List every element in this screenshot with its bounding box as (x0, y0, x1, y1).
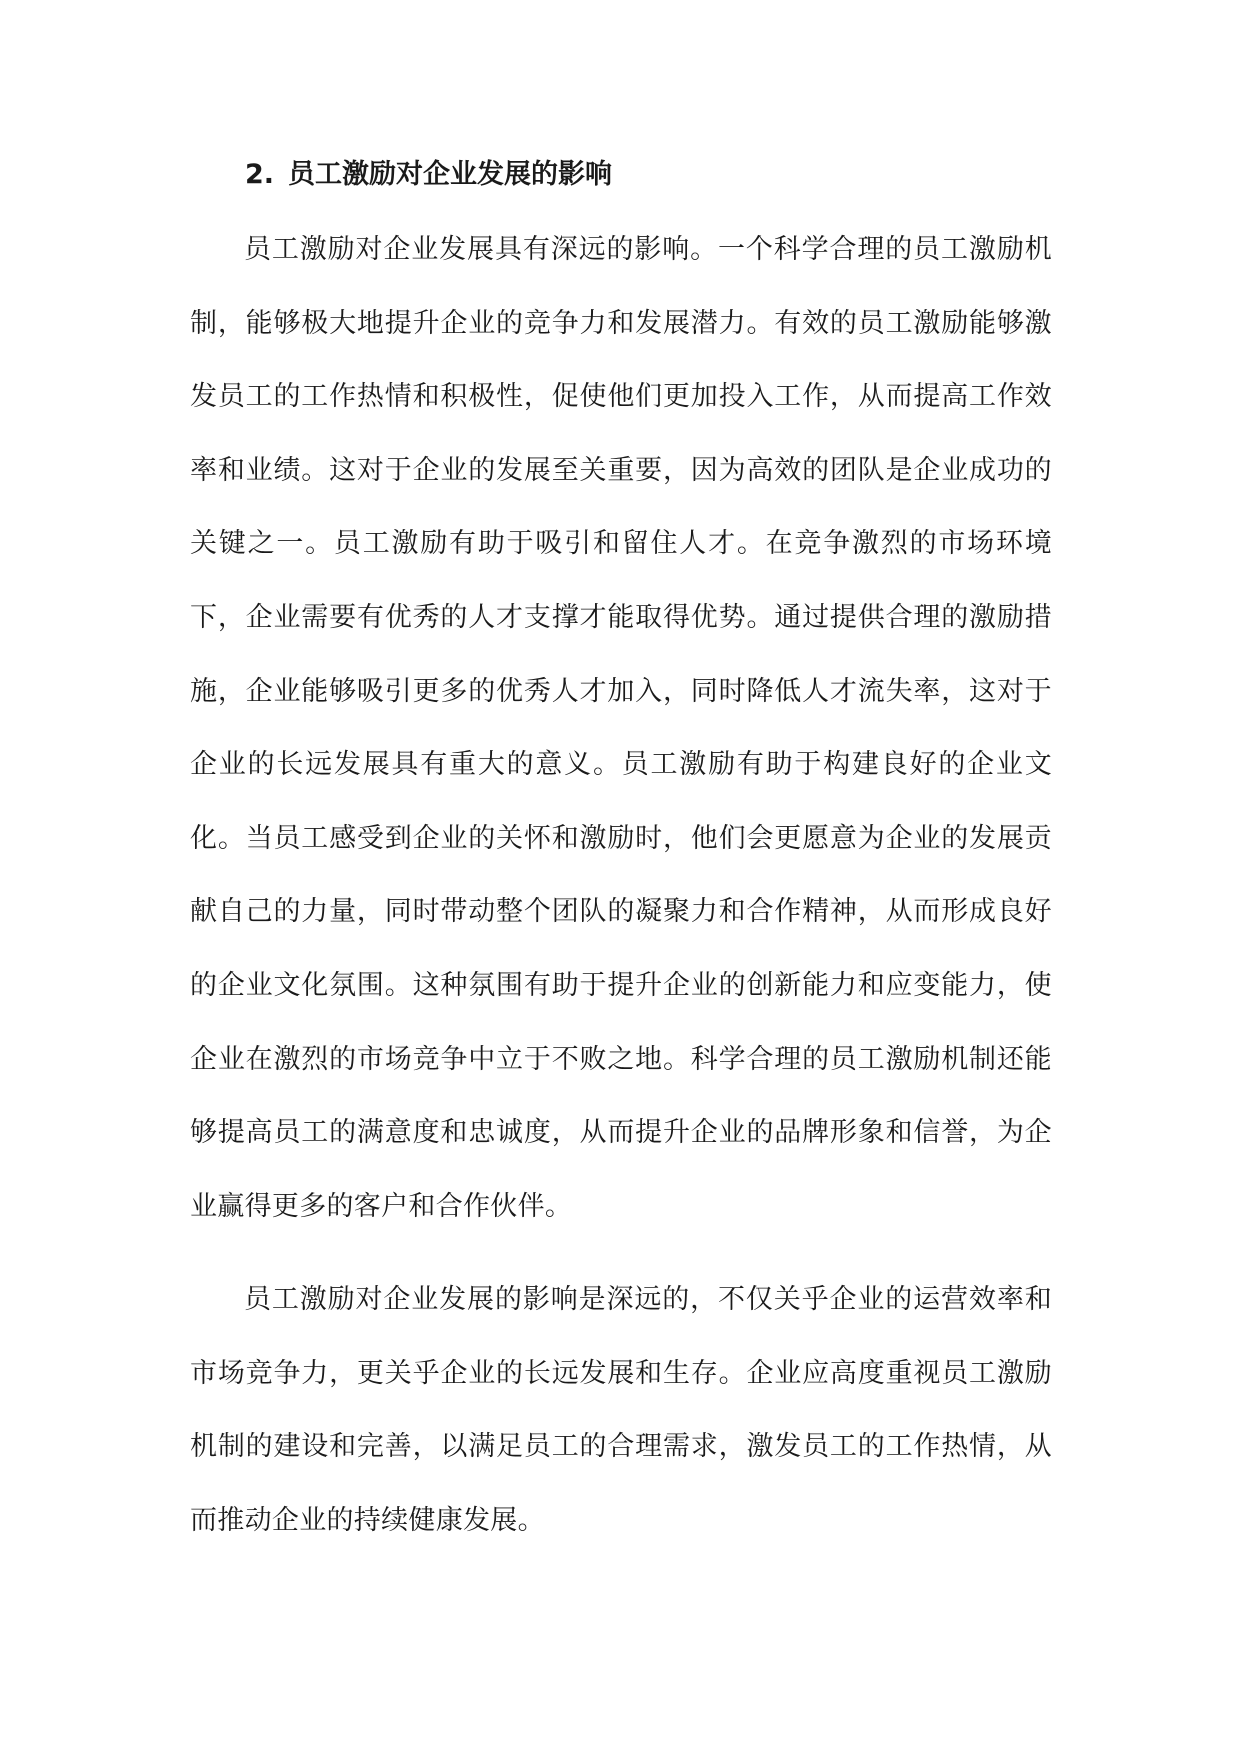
section-number: 2. (245, 159, 275, 190)
section-heading (245, 145, 612, 205)
body-paragraph-2: 员工激励对企业发展的影响是深远的，不仅关乎企业的运营效率和市场竞争力，更关乎企业的长远发展和生存。企业应高度重视员工激励机制的建设和完善，以满足员工的合理需求，激发员工的工作热情，从而推动企业的持续健康发展。 (190, 1284, 1052, 1536)
section-title: 员工激励对企业发展的影响 (288, 159, 613, 190)
body-paragraph-1: 员工激励对企业发展具有深远的影响。一个科学合理的员工激励机制，能够极大地提升企业的竞争力和发展潜力。有效的员工激励能够激发员工的工作热情和积极性，促使他们更加投入工作，从而提高工作效率和业绩。这对于企业的发展至关重要，因为高效的团队是企业成功的关键之一。员工激励有助于吸引和留住人才。在竞争激烈的市场环境下，企业需要有优秀的人才支撑才能取得优势。通过提供合理的激励措施，企业能够吸引更多的优秀人才加入，同时降低人才流失率，这对于企业的长远发展具有重大的意义。员工激励有助于构建良好的企业文化。当员工感受到企业的关怀和激励时，他们会更愿意为企业的发展贡献自己的力量，同时带动整个团队的凝聚力和合作精神，从而形成良好的企业文化氛围。这种氛围有助于提升企业的创新能力和应变能力，使企业在激烈的市场竞争中立于不败之地。科学合理的员工激励机制还能够提高员工的满意度和忠诚度，从而提升企业的品牌形象和信誉，为企业赢得更多的客户和合作伙伴。 (190, 234, 1052, 1222)
